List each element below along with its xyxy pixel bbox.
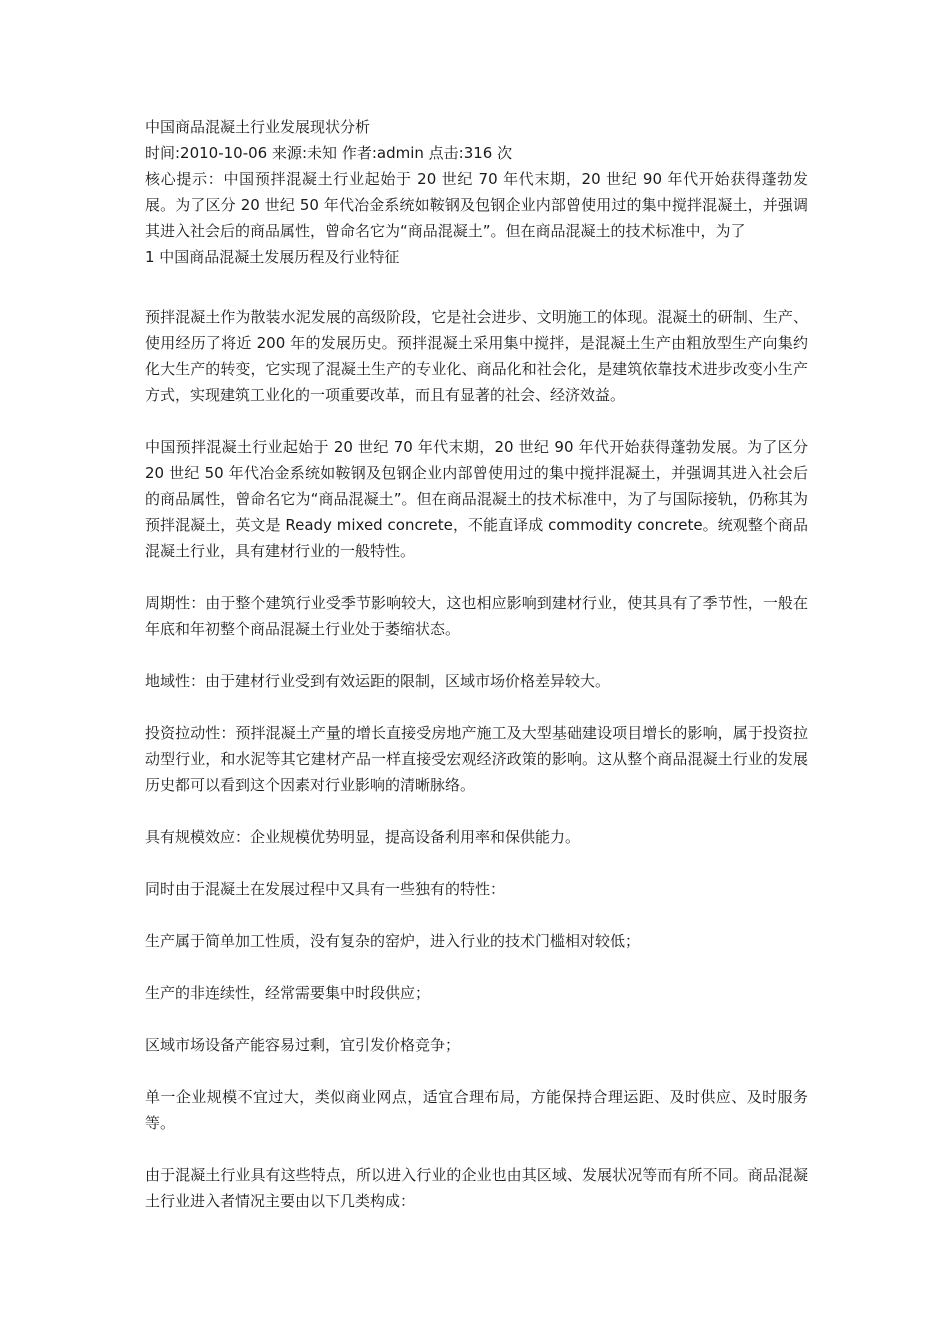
spacer	[145, 954, 808, 980]
paragraph: 地域性：由于建材行业受到有效运距的限制，区域市场价格差异较大。	[145, 672, 611, 690]
paragraph: 具有规模效应：企业规模优势明显，提高设备利用率和保供能力。	[145, 828, 581, 846]
document-page	[145, 114, 808, 1214]
spacer	[145, 694, 808, 720]
spacer	[145, 1136, 808, 1162]
paragraph: 单一企业规模不宜过大，类似商业网点，适宜合理布局，方能保持合理运距、及时供应、及时服务等。	[145, 1088, 808, 1132]
article-title: 中国商品混凝土行业发展现状分析	[145, 118, 371, 136]
paragraph: 中国预拌混凝土行业起始于 20 世纪 70 年代末期，20 世纪 90 年代开始获得蓬勃发展。为了区分 20 世纪 50 年代冶金系统如鞍钢及包钢企业内部曾使用过的集中搅拌混凝土，并强调其进入社会后的商品属性，曾命名它为“商品混凝土”。但在商品混凝土的技术标准中，为了与国际接轨，仍称其为预拌混凝土，英文是 Ready mixed concrete，不能直译成 commodity concrete。统观整个商品混凝土行业，具有建材行业的一般特性。	[145, 438, 808, 560]
paragraph: 由于混凝土行业具有这些特点，所以进入行业的企业也由其区域、发展状况等而有所不同。商品混凝土行业进入者情况主要由以下几类构成：	[145, 1166, 808, 1210]
spacer	[145, 850, 808, 876]
spacer	[145, 902, 808, 928]
spacer	[145, 798, 808, 824]
spacer	[145, 270, 808, 304]
paragraph: 区域市场设备产能容易过剩，宜引发价格竞争；	[145, 1036, 461, 1054]
spacer	[145, 1006, 808, 1032]
paragraph: 生产的非连续性，经常需要集中时段供应；	[145, 984, 431, 1002]
paragraph: 生产属于简单加工性质，没有复杂的窑炉，进入行业的技术门槛相对较低；	[145, 932, 641, 950]
paragraph: 周期性：由于整个建筑行业受季节影响较大，这也相应影响到建材行业，使其具有了季节性，一般在年底和年初整个商品混凝土行业处于萎缩状态。	[145, 594, 808, 638]
article-summary: 核心提示：中国预拌混凝土行业起始于 20 世纪 70 年代末期，20 世纪 90 年代开始获得蓬勃发展。为了区分 20 世纪 50 年代冶金系统如鞍钢及包钢企业内部曾使用过的集中搅拌混凝土，并强调其进入社会后的商品属性，曾命名它为“商品混凝土”。但在商品混凝土的技术标准中，为了	[145, 170, 808, 240]
spacer	[145, 642, 808, 668]
paragraph: 投资拉动性：预拌混凝土产量的增长直接受房地产施工及大型基础建设项目增长的影响，属于投资拉动型行业，和水泥等其它建材产品一样直接受宏观经济政策的影响。这从整个商品混凝土行业的发展历史都可以看到这个因素对行业影响的清晰脉络。	[145, 724, 808, 794]
paragraph: 同时由于混凝土在发展过程中又具有一些独有的特性：	[145, 880, 506, 898]
spacer	[145, 408, 808, 434]
spacer	[145, 1058, 808, 1084]
paragraph: 预拌混凝土作为散装水泥发展的高级阶段，它是社会进步、文明施工的体现。混凝土的研制、生产、使用经历了将近 200 年的发展历史。预拌混凝土采用集中搅拌，是混凝土生产由粗放型生产向集约化大生产的转变，它实现了混凝土生产的专业化、商品化和社会化，是建筑依靠技术进步改变小生产方式，实现建筑工业化的一项重要改革，而且有显著的社会、经济效益。	[145, 308, 808, 404]
section-heading: 1 中国商品混凝土发展历程及行业特征	[145, 248, 400, 266]
article-meta: 时间:2010-10-06 来源:未知 作者:admin 点击:316 次	[145, 144, 513, 162]
spacer	[145, 564, 808, 590]
